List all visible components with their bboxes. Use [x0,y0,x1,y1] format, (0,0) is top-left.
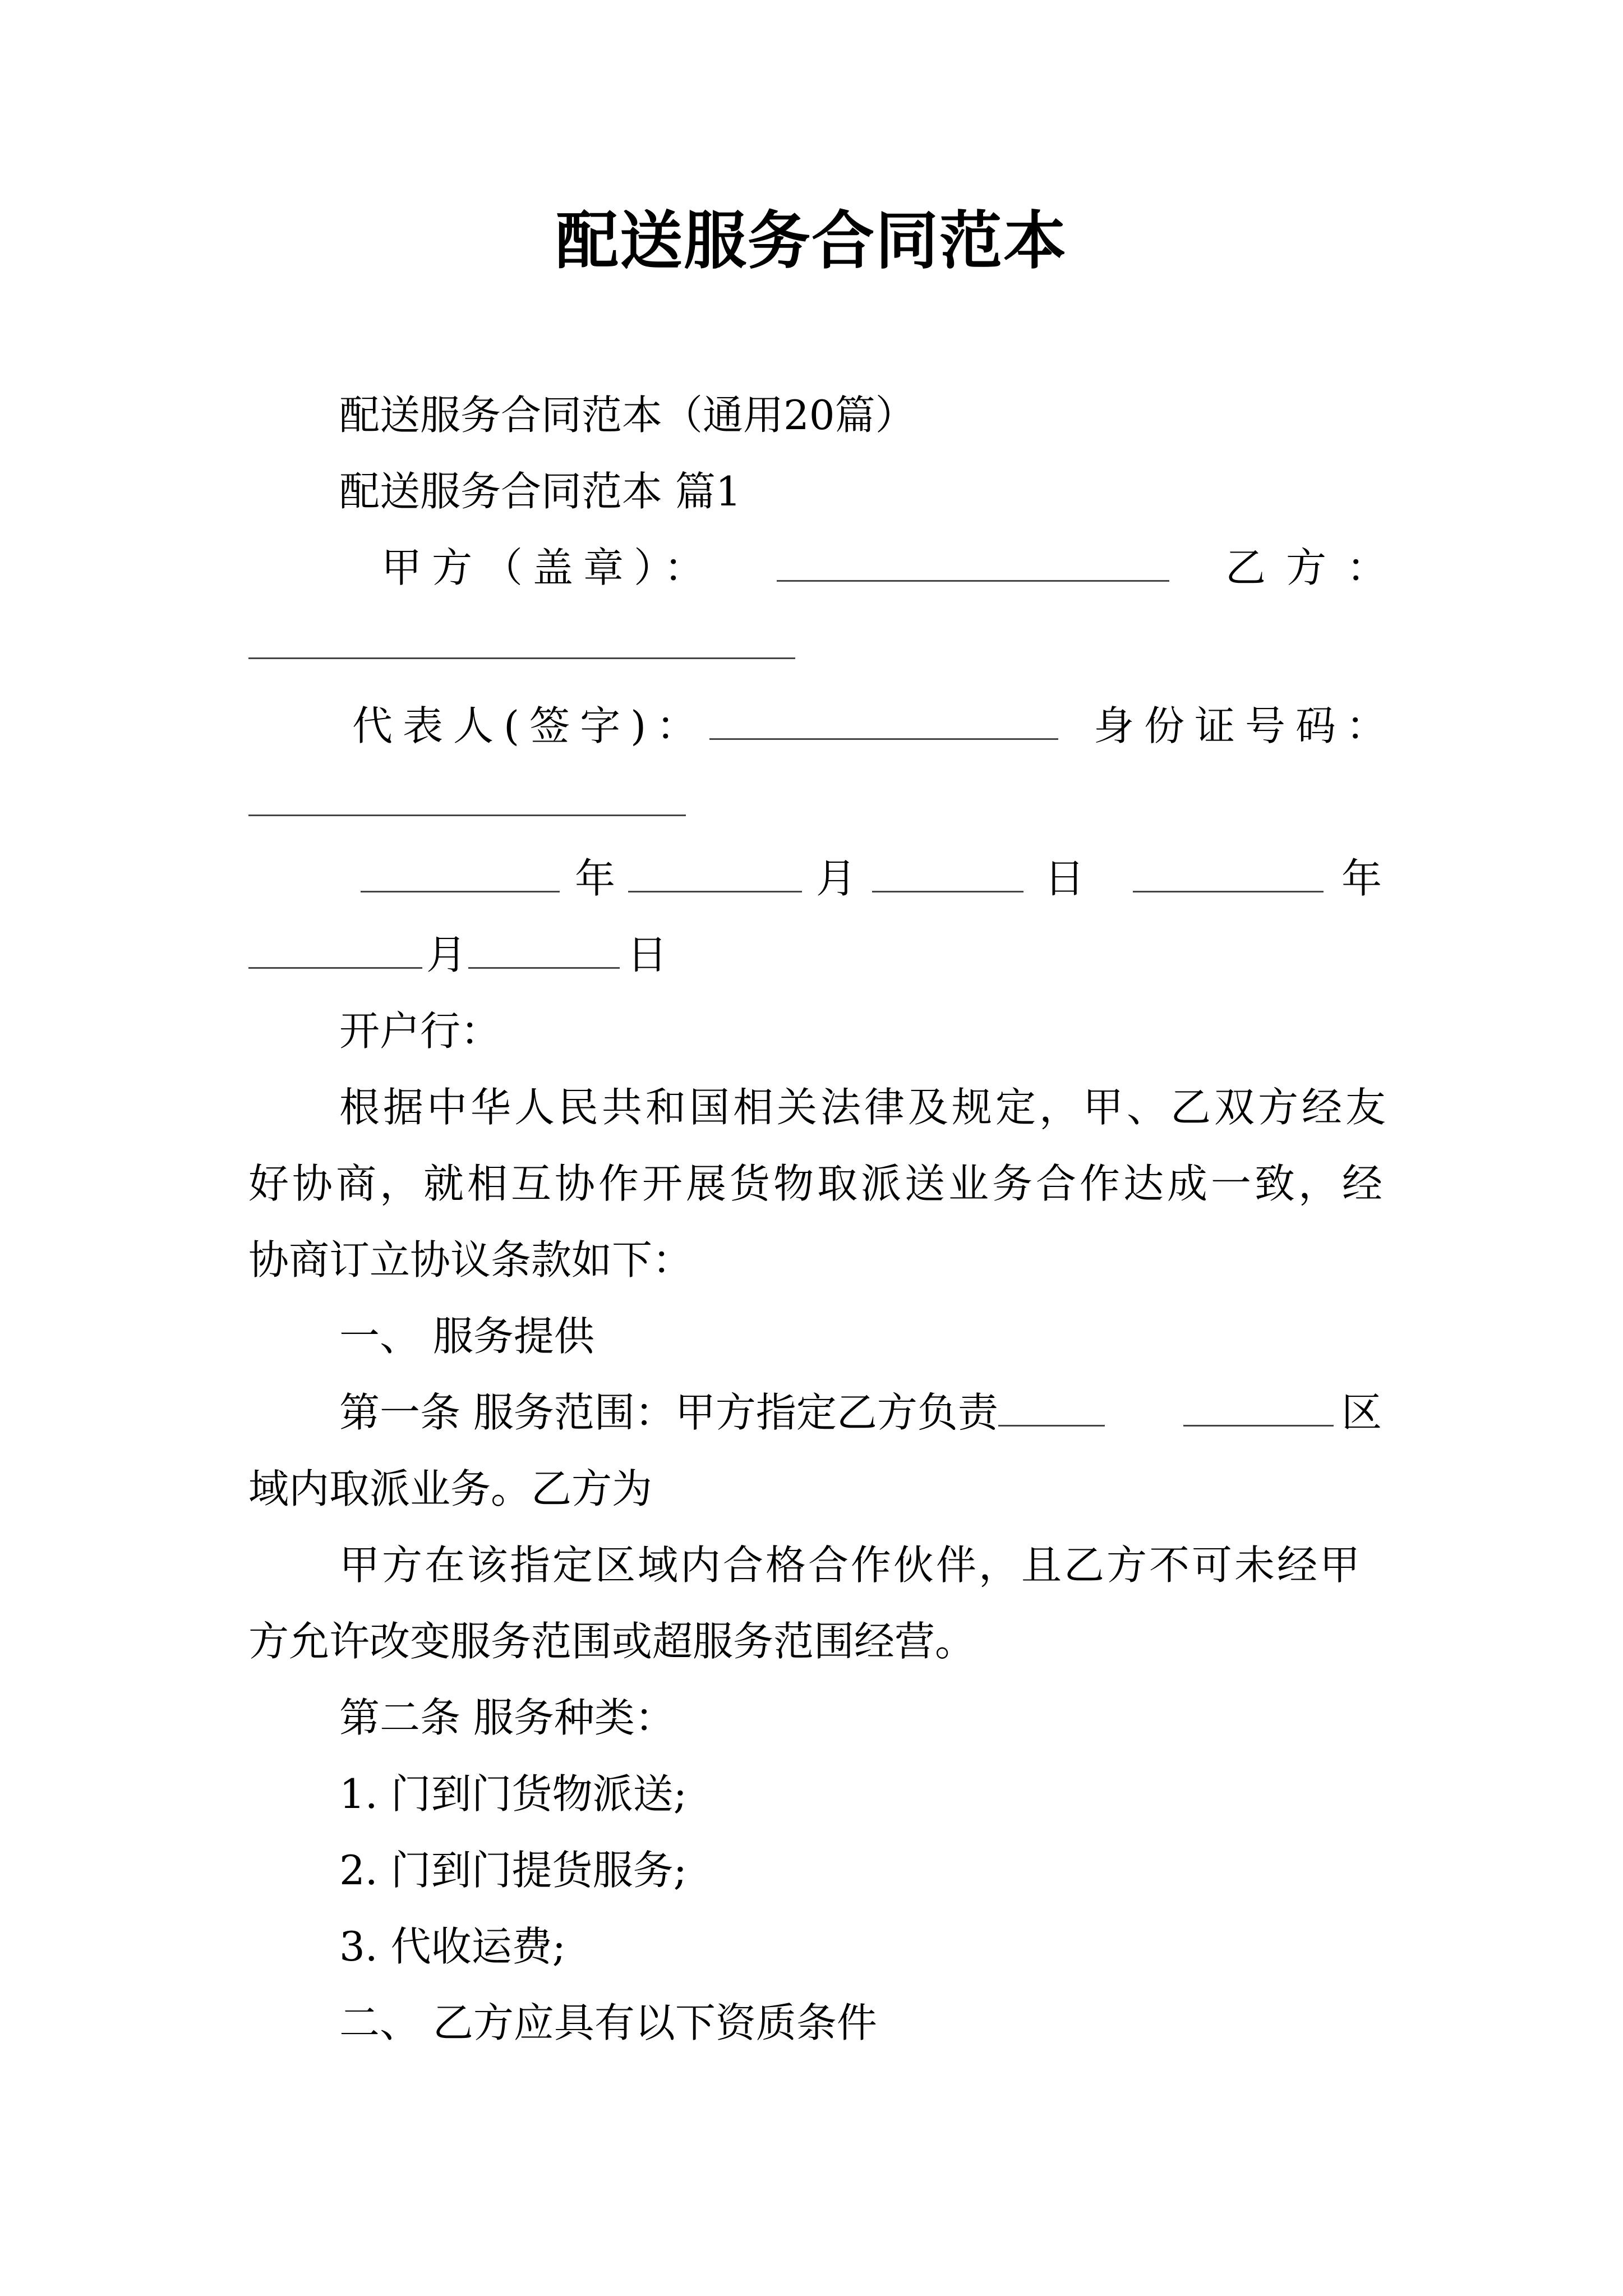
party-b-label-wrap [1225,540,1407,596]
rep-blank[interactable] [709,698,1058,754]
subtitle: 配送服务合同范本（通用20篇） [339,392,916,439]
article-1-line-4: 方允许改变服务范围或超服务范围经营。 [248,1618,976,1665]
section-1-heading: 一、 服务提供 [339,1313,594,1360]
date-b-year: 年 [1341,855,1382,902]
article-1-line-2: 域内取派业务。乙方为 [248,1465,653,1512]
section-2-heading: 二、 乙方应具有以下资质条件 [339,1999,877,2046]
rep-label: 代表人(签字)： [352,702,707,749]
article-1-line-3: 甲方在该指定区域内合格合作伙伴，且乙方不可未经甲 [339,1542,1363,1589]
article-1-line-1 [339,1384,1105,1441]
party-a-blank[interactable] [777,540,1169,596]
preamble-line-2: 好协商，就相互协作开展货物取派送业务合作达成一致，经 [248,1160,1386,1207]
date-b-year-blank[interactable] [1133,850,1324,907]
date-b-day: 日 [627,931,668,978]
article-1-blank-2[interactable] [1183,1388,1334,1427]
date-a-day-blank[interactable] [872,850,1023,907]
article-2-item-2: 2. 门到门提货服务; [339,1847,687,1894]
date-b-month: 月 [426,931,467,978]
party-a-label: 甲方（盖章）： [381,544,715,591]
article-2-item-3: 3. 代收运费; [339,1923,566,1970]
bank-label: 开户行： [339,1007,501,1055]
date-a-day: 日 [1044,855,1085,902]
id-label-wrap [1094,698,1396,754]
party-b-label: 乙方： [1225,544,1408,591]
id-label: 身份证号码： [1094,702,1397,749]
section-heading: 配送服务合同范本 篇1 [339,468,741,515]
party-a-row [381,540,714,596]
article-1-prefix: 第一条 服务范围：甲方指定乙方负责 [339,1389,998,1436]
date-a-month: 月 [816,855,857,902]
date-a-year-blank[interactable] [361,850,560,907]
date-a-month-blank[interactable] [628,850,802,907]
article-1-suffix: 区 [1341,1389,1382,1436]
party-b-blank[interactable] [248,617,795,673]
page-title: 配送服务合同范本 [556,204,1067,278]
preamble-line-1: 根据中华人民共和国相关法律及规定，甲、乙双方经友 [339,1084,1390,1131]
article-2-item-1: 1. 门到门货物派送; [339,1770,687,1818]
article-2-heading: 第二条 服务种类： [339,1694,675,1741]
date-b-month-blank[interactable] [248,927,422,983]
id-blank[interactable] [248,774,686,830]
rep-row [352,698,707,754]
preamble-line-3: 协商订立协议条款如下： [248,1236,693,1283]
article-1-blank-2-wrap[interactable] [1183,1384,1334,1441]
article-1-blank-1[interactable] [998,1388,1105,1427]
date-b-day-blank[interactable] [468,927,620,983]
date-a-year: 年 [575,855,616,902]
